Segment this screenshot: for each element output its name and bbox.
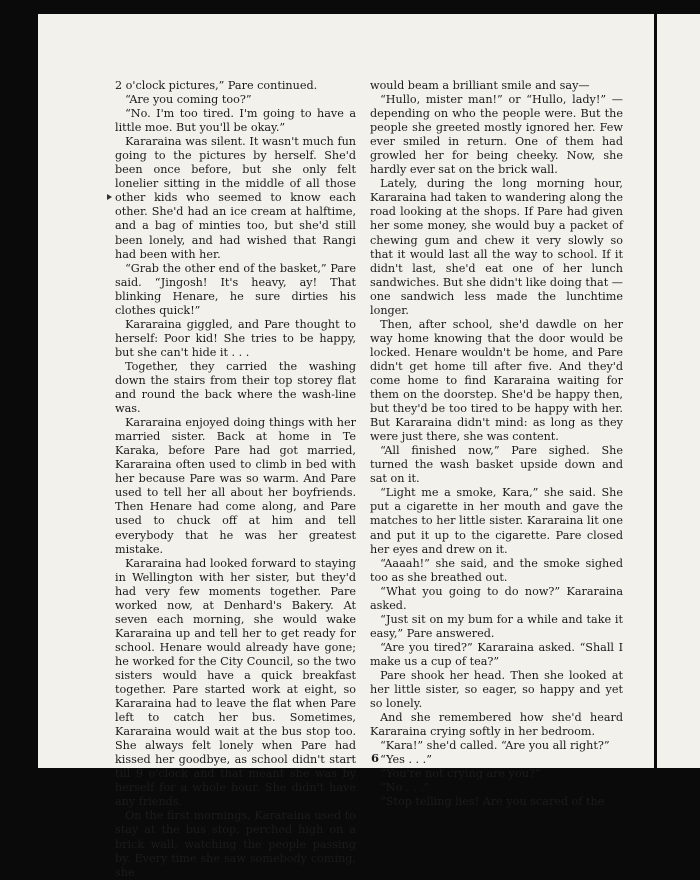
paragraph: “Are you coming too?” <box>125 93 252 107</box>
right-column <box>370 79 623 809</box>
paragraph: Kararaina giggled, and Pare thought to herself: Poor kid! She tries to be happy, but she can't hide it . . . <box>115 317 356 359</box>
paragraph: And she remembered how she'd heard Kararaina crying softly in her bedroom. <box>370 711 623 739</box>
paragraph: Kararaina was silent. It wasn't much fun going to the pictures by herself. She'd been once before, but she only felt lonelier sitting in the middle of all those other kids who seemed to know each other. She'd had an ice cream at halftime, and a bag of minties too, but she'd still been lonely, and had wished that Rangi had been with her. <box>115 135 356 261</box>
paragraph: 2 o'clock pictures,” Pare continued. <box>115 79 318 92</box>
paragraph: “Kara!” she'd called. “Are you all right?” <box>380 739 610 753</box>
paragraph: “You're not crying are you?” <box>380 767 541 781</box>
paragraph: “Yes . . .” <box>380 753 432 767</box>
paragraph: Kararaina had looked forward to staying in Wellington with her sister, but they'd had very few moments together. Pare worked now, at Denhard's Bakery. At seven each morning, she would wake Kararaina up and tell her to get ready for school. Henare would already have gone; he worked for the City Council, so the two sisters would have a quick breakfast together. Pare started work at eight, so Kararaina had to leave the flat when Pare left to catch her bus. Sometimes, Kararaina would wait at the bus stop too. She always felt lonely when Pare had kissed her goodbye, as school didn't start till 9 o'clock and that meant she was by herself for a whole hour. She didn't have any friends. <box>115 556 356 809</box>
paragraph: “All finished now,” Pare sighed. She turned the wash basket upside down and sat on it. <box>370 444 623 486</box>
paragraph: “Grab the other end of the basket,” Pare said. “Jingosh! It's heavy, ay! That blinking Henare, he sure dirties his clothes quick!” <box>115 261 356 317</box>
facing-page-edge <box>657 14 700 768</box>
paragraph: On the first mornings, Kararaina used to stay at the bus stop, perched high on a brick wall, watching the people passing by. Every time she saw somebody coming, she <box>115 809 356 879</box>
paragraph: “Aaaah!” she said, and the smoke sighed too as she breathed out. <box>370 556 623 584</box>
page-number: 6 <box>370 751 379 765</box>
paragraph: “What you going to do now?” Kararaina asked. <box>370 584 623 612</box>
paragraph: “Just sit on my bum for a while and take it easy,” Pare answered. <box>370 612 623 640</box>
paragraph: “No . . .” <box>380 781 430 795</box>
paragraph: “Are you tired?” Kararaina asked. “Shall I make us a cup of tea?” <box>370 640 623 668</box>
paragraph: “Light me a smoke, Kara,” she said. She put a cigarette in her mouth and gave the matches to her little sister. Kararaina lit one and put it up to the cigarette. Pare closed her eyes and drew on it. <box>370 486 623 556</box>
paragraph: “No. I'm too tired. I'm going to have a little moe. But you'll be okay.” <box>115 107 356 135</box>
paragraph: “Stop telling lies! Are you scared of the <box>380 795 605 809</box>
paragraph: Pare shook her head. Then she looked at her little sister, so eager, so happy and yet so lonely. <box>370 668 623 711</box>
left-column <box>115 79 356 880</box>
paragraph: “Hullo, mister man!” or “Hullo, lady!” — depending on who the people were. But the people she greeted mostly ignored her. Few ever smiled in return. One of them had growled her for being cheeky. Now, she hardly ever sat on the brick wall. <box>370 93 623 177</box>
margin-arrow-icon <box>107 194 112 200</box>
paragraph: would beam a brilliant smile and say— <box>370 79 590 92</box>
paragraph: Kararaina enjoyed doing things with her married sister. Back at home in Te Karaka, before Pare had got married, Kararaina often used to climb in bed with her because Pare was so warm. And Pare used to tell her all about her boyfriends. Then Henare had come along, and Pare used to chuck off at him and tell everybody that he was her greatest mistake. <box>115 416 356 556</box>
paragraph: Then, after school, she'd dawdle on her way home knowing that the door would be locked. Henare wouldn't be home, and Pare didn't get home till after five. And they'd come home to find Kararaina waiting for them on the doorstep. She'd be happy then, but they'd be too tired to be happy with her. But Kararaina didn't mind: as long as they were just there, she was content. <box>370 317 623 444</box>
paragraph: Together, they carried the washing down the stairs from their top storey flat and round the back where the wash-line was. <box>115 359 356 416</box>
paragraph: Lately, during the long morning hour, Kararaina had taken to wandering along the road looking at the shops. If Pare had given her some money, she would buy a packet of chewing gum and chew it very slowly so that it would last all the way to school. If it didn't last, she'd eat one of her lunch sandwiches. But she didn't like doing that — one sandwich less made the lunchtime longer. <box>370 177 623 317</box>
